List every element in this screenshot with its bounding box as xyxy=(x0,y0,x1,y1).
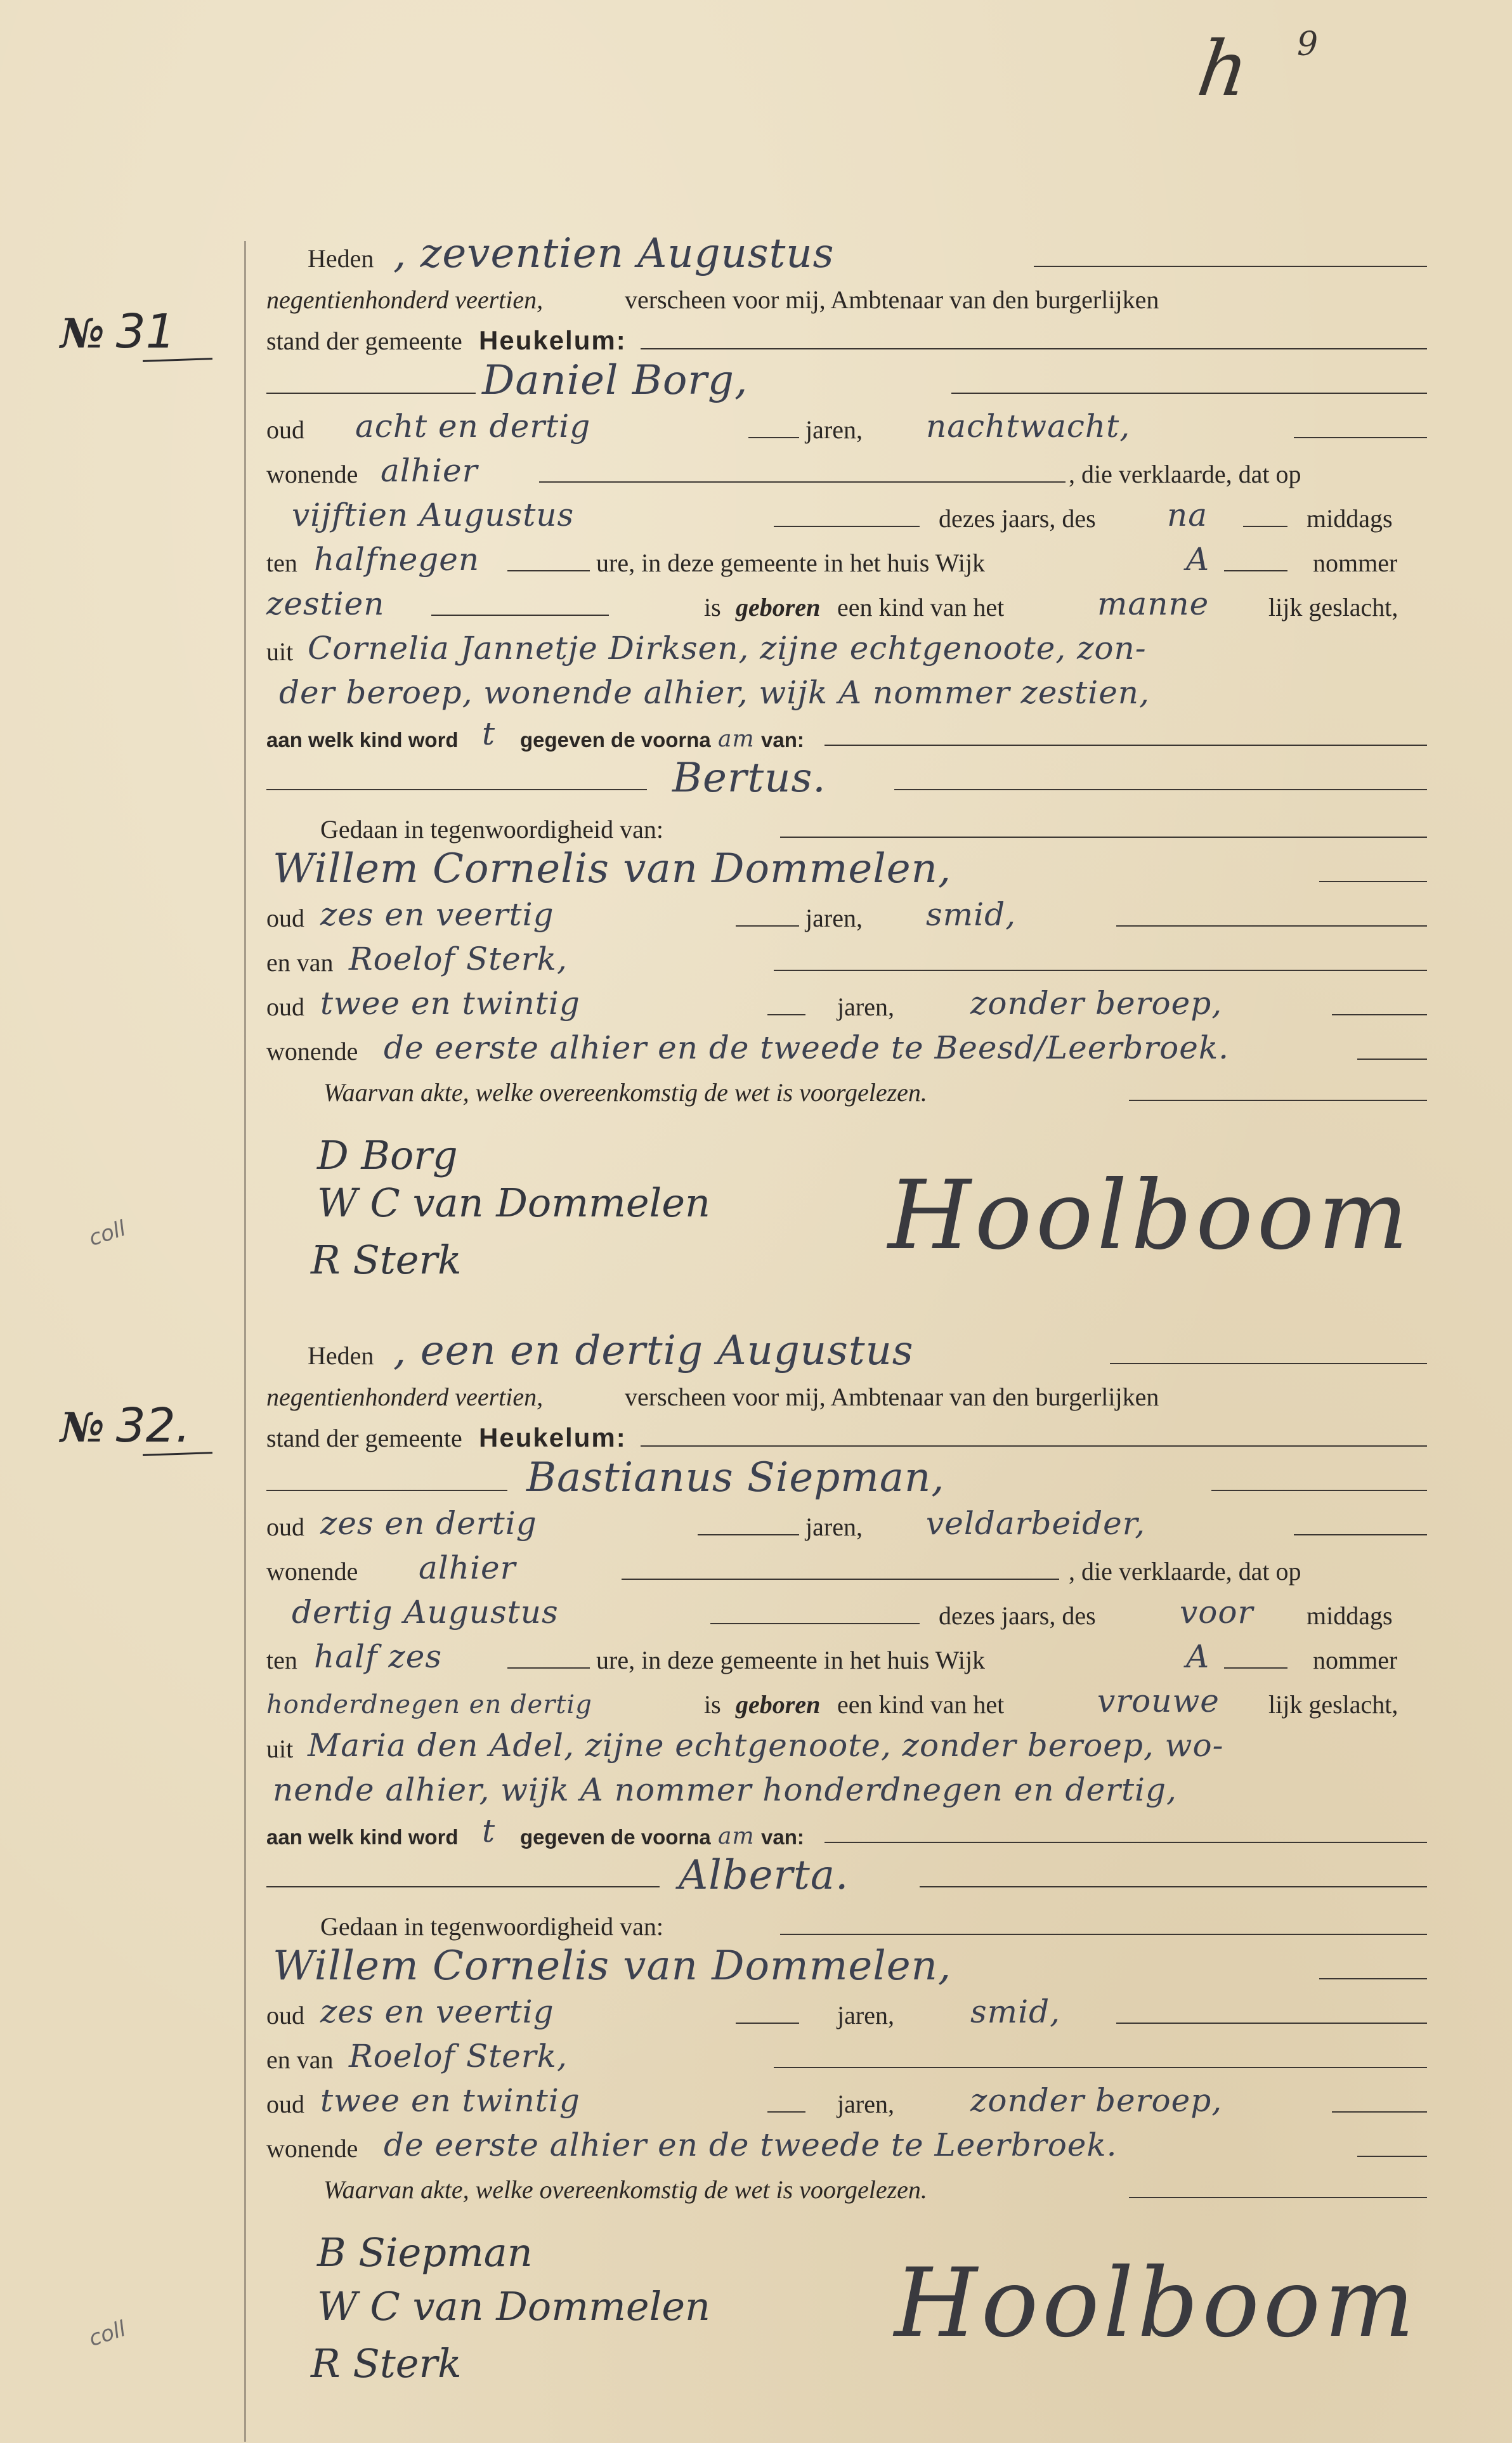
aan-print: aan welk kind word xyxy=(266,1825,459,1849)
fill-rule xyxy=(774,970,1427,971)
nommer-print: nommer xyxy=(1313,549,1398,577)
fill-rule xyxy=(622,1579,1059,1580)
voorna-print: gegeven de voorna xyxy=(520,1825,711,1849)
fill-rule xyxy=(1110,1363,1427,1364)
uit-label: uit xyxy=(266,1735,294,1763)
witness-residence-line xyxy=(266,1031,1427,1075)
entry-number-label: № xyxy=(60,310,105,358)
declarant-line xyxy=(266,1454,1427,1506)
fill-rule xyxy=(1129,2197,1427,2198)
house-number: zestien xyxy=(266,585,385,622)
birthdate-line xyxy=(266,1595,1427,1639)
heden-label: Heden xyxy=(308,244,374,273)
lijk-print: lijk geslacht, xyxy=(1268,593,1398,622)
witness1-name: Willem Cornelis van Dommelen, xyxy=(273,1943,952,1990)
fill-rule xyxy=(507,570,590,571)
witness2-occupation: zonder beroep, xyxy=(970,2082,1223,2119)
signature-registrar: Hoolboom xyxy=(894,2248,1419,2359)
birthdate-line xyxy=(266,498,1427,542)
verklaarde-print: , die verklaarde, dat op xyxy=(1069,1557,1301,1586)
ten-label: ten xyxy=(266,1646,297,1674)
signature-witness1: W C van Dommelen xyxy=(317,2283,710,2329)
fill-rule xyxy=(780,837,1427,838)
residence-line xyxy=(266,1551,1427,1595)
oud-label: oud xyxy=(266,904,304,932)
margin-note: coll xyxy=(86,1215,129,1252)
entry-number-32 xyxy=(60,1398,190,1453)
fill-rule xyxy=(748,437,799,438)
page-number: 9 xyxy=(1297,25,1319,63)
residence-line xyxy=(266,453,1427,498)
witness1-line xyxy=(266,1943,1427,1995)
wonende-label: wonende xyxy=(266,1037,358,1065)
oud-label: oud xyxy=(266,415,304,444)
fill-rule xyxy=(767,2111,805,2113)
middags-print: middags xyxy=(1307,504,1393,533)
des-handwritten: voor xyxy=(1180,1594,1254,1631)
fill-rule xyxy=(266,789,647,790)
fill-rule xyxy=(1211,1490,1427,1491)
voorna-suffix: am xyxy=(718,1823,755,1849)
mother-details-2: der beroep, wonende alhier, wijk A nommer zestien, xyxy=(279,674,1150,711)
witness1-age: zes en veertig xyxy=(320,1993,554,2030)
fill-rule xyxy=(1116,925,1427,927)
fill-rule xyxy=(641,1445,1427,1447)
witness1-occupation: smid, xyxy=(926,896,1016,933)
nommer-print: nommer xyxy=(1313,1646,1398,1674)
witness2-age-line xyxy=(266,986,1427,1031)
waarvan-line xyxy=(266,2169,1427,2213)
year-line xyxy=(266,279,1427,323)
fill-rule xyxy=(507,1667,590,1669)
gedaan-print: Gedaan in tegenwoordigheid van: xyxy=(320,1912,663,1941)
house-number: honderdnegen en dertig xyxy=(266,1690,592,1719)
witness1-age-line xyxy=(266,897,1427,942)
child-name: Alberta. xyxy=(679,1852,849,1899)
declarant-age: acht en dertig xyxy=(355,408,591,445)
declarant-occupation: nachtwacht, xyxy=(926,408,1131,445)
birth-date: dertig Augustus xyxy=(292,1594,559,1631)
sex-handwritten: vrouwe xyxy=(1097,1683,1220,1719)
age-line xyxy=(266,1506,1427,1551)
fill-rule xyxy=(1034,266,1427,267)
signature-registrar: Hoolboom xyxy=(888,1161,1412,1271)
witness1-occupation: smid, xyxy=(970,1993,1060,2030)
entry-number-value: 32. xyxy=(115,1398,191,1453)
year-print: negentienhonderd veertien, xyxy=(266,1383,544,1411)
mother-line-2 xyxy=(266,1773,1427,1817)
kind-print: een kind van het xyxy=(837,593,1005,622)
en-van-label: en van xyxy=(266,2045,334,2074)
gemeente-line xyxy=(266,320,1427,365)
voornaam-line xyxy=(266,717,1427,761)
stand-print: stand der gemeente xyxy=(266,327,462,355)
witness1-age: zes en veertig xyxy=(320,896,554,933)
geboren-line xyxy=(266,587,1427,631)
time-line xyxy=(266,1639,1427,1684)
kind-print: een kind van het xyxy=(837,1690,1005,1719)
wijk-letter: A xyxy=(1186,1638,1210,1675)
voorna-suffix: am xyxy=(718,726,755,752)
fill-rule xyxy=(767,1014,805,1015)
witness2-age: twee en twintig xyxy=(320,985,580,1022)
fill-rule xyxy=(824,745,1427,746)
verscheen-print: verscheen voor mij, Ambtenaar van den burgerlijken xyxy=(625,1383,1159,1411)
witness2-name: Roelof Sterk, xyxy=(349,941,568,977)
heden-label: Heden xyxy=(308,1341,374,1370)
dezes-print: dezes jaars, des xyxy=(939,1601,1096,1630)
declarant-residence: alhier xyxy=(381,452,478,489)
signature-declarant: D Borg xyxy=(317,1132,458,1178)
fill-rule xyxy=(698,1534,799,1535)
verklaarde-print: , die verklaarde, dat op xyxy=(1069,460,1301,488)
dezes-print: dezes jaars, des xyxy=(939,504,1096,533)
waarvan-print: Waarvan akte, welke overeenkomstig de wet is voorgelezen. xyxy=(323,2175,927,2204)
jaren-label: jaren, xyxy=(837,2001,894,2029)
date-handwritten: , zeventien Augustus xyxy=(393,230,835,277)
geboren-print: geboren xyxy=(736,1690,821,1719)
witness2-line xyxy=(266,2039,1427,2083)
waarvan-print: Waarvan akte, welke overeenkomstig de wet is voorgelezen. xyxy=(323,1078,927,1107)
geboren-line xyxy=(266,1684,1427,1728)
witness1-line xyxy=(266,845,1427,897)
fill-rule xyxy=(1294,1534,1427,1535)
entry-number-31 xyxy=(60,304,176,359)
margin-rule xyxy=(244,241,246,2442)
year-print: negentienhonderd veertien, xyxy=(266,285,544,314)
fill-rule xyxy=(1319,881,1427,882)
signature-witness1: W C van Dommelen xyxy=(317,1180,710,1226)
aan-print: aan welk kind word xyxy=(266,728,459,752)
oud-label: oud xyxy=(266,2090,304,2118)
heden-line xyxy=(266,1327,1427,1379)
mother-details: Maria den Adel, zijne echtgenoote, zonder beroep, wo- xyxy=(308,1727,1224,1764)
witness1-age-line xyxy=(266,1995,1427,2039)
geboren-print: geboren xyxy=(736,593,821,622)
entry-number-label: № xyxy=(60,1404,105,1452)
oud-label: oud xyxy=(266,1513,304,1541)
is-print: is xyxy=(704,593,721,622)
ten-label: ten xyxy=(266,549,297,577)
child-name-line xyxy=(266,755,1427,805)
jaren-label: jaren, xyxy=(837,2090,894,2118)
wonende-label: wonende xyxy=(266,2134,358,2163)
jaren-label: jaren, xyxy=(837,993,894,1021)
birth-time: halfnegen xyxy=(314,541,480,578)
wonende-label: wonende xyxy=(266,1557,358,1586)
birth-date: vijftien Augustus xyxy=(292,497,575,533)
oud-label: oud xyxy=(266,993,304,1021)
en-van-label: en van xyxy=(266,948,334,977)
verscheen-print: verscheen voor mij, Ambtenaar van den burgerlijken xyxy=(625,285,1159,314)
witness2-age-line xyxy=(266,2083,1427,2128)
fill-rule xyxy=(774,2067,1427,2068)
jaren-label: jaren, xyxy=(805,415,863,444)
entry-number-value: 31 xyxy=(115,304,176,359)
fill-rule xyxy=(774,526,920,527)
des-handwritten: na xyxy=(1167,497,1208,533)
waarvan-line xyxy=(266,1072,1427,1116)
child-name-line xyxy=(266,1852,1427,1903)
fill-rule xyxy=(539,481,1066,483)
voorna-print: gegeven de voorna xyxy=(520,728,711,752)
fill-rule xyxy=(266,393,476,394)
declarant-residence: alhier xyxy=(419,1549,516,1586)
fill-rule xyxy=(920,1886,1427,1887)
gedaan-print: Gedaan in tegenwoordigheid van: xyxy=(320,815,663,844)
date-handwritten: , een en dertig Augustus xyxy=(393,1327,914,1374)
mother-line xyxy=(266,1728,1427,1773)
fill-rule xyxy=(1294,437,1427,438)
fill-rule xyxy=(710,1623,920,1624)
fill-rule xyxy=(266,1490,507,1491)
word-suffix: t xyxy=(482,715,496,752)
fill-rule xyxy=(894,789,1427,790)
declarant-age: zes en dertig xyxy=(320,1505,537,1542)
word-suffix: t xyxy=(482,1813,496,1849)
corner-hand-mark: h xyxy=(1192,25,1255,114)
is-print: is xyxy=(704,1690,721,1719)
declarant-name: Daniel Borg, xyxy=(482,357,748,404)
year-line xyxy=(266,1376,1427,1421)
margin-note: coll xyxy=(86,2316,129,2352)
fill-rule xyxy=(1332,2111,1427,2113)
fill-rule xyxy=(1357,1059,1427,1060)
fill-rule xyxy=(824,1842,1427,1843)
child-name: Bertus. xyxy=(672,755,826,802)
fill-rule xyxy=(1129,1100,1427,1101)
fill-rule xyxy=(1319,1978,1427,1979)
fill-rule xyxy=(1116,2023,1427,2024)
mother-line-2 xyxy=(266,675,1427,720)
declarant-name: Bastianus Siepman, xyxy=(526,1454,945,1501)
time-line xyxy=(266,542,1427,587)
declarant-line xyxy=(266,357,1427,409)
witness-residence-line xyxy=(266,2128,1427,2172)
oud-label: oud xyxy=(266,2001,304,2029)
jaren-label: jaren, xyxy=(805,1513,863,1541)
birth-time: half zes xyxy=(314,1638,442,1675)
middags-print: middags xyxy=(1307,1601,1393,1630)
gemeente-name: Heukelum: xyxy=(479,1423,627,1452)
van-print: van: xyxy=(761,1825,804,1849)
witness2-line xyxy=(266,942,1427,986)
fill-rule xyxy=(431,615,609,616)
fill-rule xyxy=(1224,1667,1287,1669)
mother-details-2: nende alhier, wijk A nommer honderdnegen en dertig, xyxy=(273,1771,1177,1808)
ure-print: ure, in deze gemeente in het huis Wijk xyxy=(596,1646,986,1674)
sex-handwritten: manne xyxy=(1097,585,1209,622)
witness-residence: de eerste alhier en de tweede te Leerbroek. xyxy=(384,2127,1118,2163)
witness-residence: de eerste alhier en de tweede te Beesd/Leerbroek. xyxy=(384,1029,1230,1066)
stand-print: stand der gemeente xyxy=(266,1424,462,1452)
witness2-age: twee en twintig xyxy=(320,2082,580,2119)
fill-rule xyxy=(736,925,799,927)
fill-rule xyxy=(1243,526,1287,527)
van-print: van: xyxy=(761,728,804,752)
uit-label: uit xyxy=(266,637,294,666)
witness1-name: Willem Cornelis van Dommelen, xyxy=(273,845,952,892)
mother-details: Cornelia Jannetje Dirksen, zijne echtgenoote, zon- xyxy=(308,630,1147,667)
fill-rule xyxy=(736,2023,799,2024)
fill-rule xyxy=(1332,1014,1427,1015)
mother-line xyxy=(266,631,1427,675)
fill-rule xyxy=(951,393,1427,394)
signature-witness2: R Sterk xyxy=(311,2340,462,2387)
signature-declarant: B Siepman xyxy=(317,2229,533,2276)
heden-line xyxy=(266,230,1427,282)
gemeente-name: Heukelum: xyxy=(479,325,627,355)
wijk-letter: A xyxy=(1186,541,1210,578)
fill-rule xyxy=(1224,570,1287,571)
signature-witness2: R Sterk xyxy=(311,1237,462,1283)
wonende-label: wonende xyxy=(266,460,358,488)
fill-rule xyxy=(641,348,1427,349)
declarant-occupation: veldarbeider, xyxy=(926,1505,1146,1542)
age-line xyxy=(266,409,1427,453)
fill-rule xyxy=(266,1886,660,1887)
lijk-print: lijk geslacht, xyxy=(1268,1690,1398,1719)
fill-rule xyxy=(1357,2156,1427,2157)
witness2-occupation: zonder beroep, xyxy=(970,985,1223,1022)
jaren-label: jaren, xyxy=(805,904,863,932)
witness2-name: Roelof Sterk, xyxy=(349,2038,568,2075)
fill-rule xyxy=(780,1934,1427,1935)
ure-print: ure, in deze gemeente in het huis Wijk xyxy=(596,549,986,577)
